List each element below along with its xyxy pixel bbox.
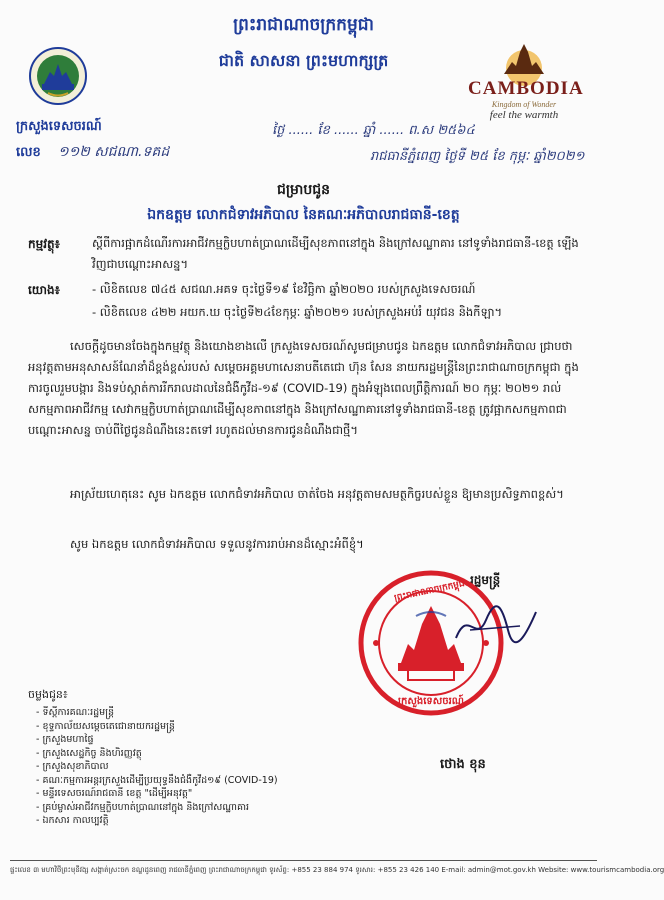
reference-label: យោង៖ bbox=[28, 283, 60, 297]
reference-number-label: លេខ bbox=[16, 145, 41, 160]
reference-number-value: ១១២ សជណា.ទគដ bbox=[58, 144, 170, 160]
letter-recipient: ឯកឧត្តម លោកជំទាវអភិបាល នៃគណៈអភិបាលរាជធានី-ខេត្ត bbox=[147, 207, 460, 223]
cc-item: - ឯកសារ កាលប្បវត្តិ bbox=[36, 814, 366, 828]
stamp-bottom-text: ក្រសួងទេសចរណ៍ bbox=[398, 696, 464, 707]
signatory-title: រដ្ឋមន្ត្រី bbox=[470, 573, 501, 587]
signatory-name: ថោង ខុន bbox=[440, 757, 486, 772]
cc-item: - មន្ទីរទេសចរណ៍រាជធានី ខេត្ត "ដើម្បីអនុវត្ត" bbox=[36, 787, 366, 801]
reference-item: - លិខិតលេខ ៧៤៥ សជណ.អគទ ចុះថ្ងៃទី១៩ ខែវិច្ឆិកា ឆ្នាំ២០២០ របស់ក្រសួងទេសចរណ៍ bbox=[92, 282, 476, 296]
cc-item: - ក្រសួងសេដ្ឋកិច្ច និងហិរញ្ញវត្ថុ bbox=[36, 747, 366, 761]
stamp-top-text: ព្រះរាជាណាចក្រកម្ពុជា bbox=[393, 578, 469, 604]
footer-divider bbox=[10, 860, 597, 861]
cc-item: - ខុទ្ទកាល័យសម្តេចតេជោនាយករដ្ឋមន្ត្រី bbox=[36, 720, 366, 734]
body-paragraph-3: សូម ឯកឧត្តម លោកជំទាវអភិបាល ទទួលនូវការរាប់អានដ៏ស្មោះអំពីខ្ញុំ។ bbox=[70, 537, 364, 551]
subject-label: កម្មវត្ថុ៖ bbox=[28, 237, 60, 251]
lunar-date: ថ្ងៃ ...... ខែ ...... ឆ្នាំ ...... ព.ស ២៥៦៤ bbox=[272, 123, 475, 138]
cc-item: - ក្រសួងមហាផ្ទៃ bbox=[36, 733, 366, 747]
ministry-name: ក្រសួងទេសចរណ៍ bbox=[16, 119, 102, 134]
brand-name: CAMBODIA bbox=[468, 78, 584, 99]
temple-sun-icon bbox=[468, 40, 580, 76]
cc-item: - ទីស្តីការគណៈរដ្ឋមន្ត្រី bbox=[36, 706, 366, 720]
national-motto: ជាតិ សាសនា ព្រះមហាក្សត្រ bbox=[218, 51, 389, 70]
cambodia-brand-logo bbox=[468, 40, 584, 130]
cc-item: - ក្រសួងសុខាភិបាល bbox=[36, 760, 366, 774]
solar-date: រាជធានីភ្នំពេញ ថ្ងៃទី ២៥ ខែ កុម្ភៈ ឆ្នាំ២០២១ bbox=[370, 149, 585, 164]
cc-title: ចម្លងជូន៖ bbox=[28, 688, 68, 701]
cc-item: - គណៈកម្មការអន្តរក្រសួងដើម្បីប្រយុទ្ធនឹងជំងឺកូវីដ១៩ (COVID-19) bbox=[36, 774, 366, 788]
cc-item: - គ្រប់ម្ចាស់អាជីវកម្មក្លិបហាត់ប្រាណនៅក្នុង និងក្រៅសណ្ឋាគារ bbox=[36, 801, 366, 815]
footer-address: ផ្ទះលេខ ៣ មហាវិថីព្រះមុនីវង្ស សង្កាត់ស្រះចក ខណ្ឌដូនពេញ រាជធានីភ្នំពេញ ព្រះរាជាណាចក្រកម្ពុជា ទូរស័ព្ទ: +855 23 884 974 ទូរសារ: +855 23 426 140 E-mail: admin@mot.gov.kh Website: www.tourismcambodia.org bbox=[10, 866, 664, 874]
handwritten-signature bbox=[450, 600, 540, 654]
cc-list bbox=[36, 706, 366, 828]
reference-item: - លិខិតលេខ ៤២២ អយក.ឃ ចុះថ្ងៃទី២៤ខែកុម្ភៈ ឆ្នាំ២០២១ របស់ក្រសួងអប់រំ យុវជន និងកីឡា។ bbox=[92, 305, 503, 319]
kingdom-heading: ព្រះរាជាណាចក្រកម្ពុជា bbox=[233, 15, 374, 35]
ministry-logo bbox=[28, 46, 88, 106]
brand-script-tagline: Kingdom of Wonder bbox=[491, 100, 557, 109]
body-paragraph-2: អាស្រ័យហេតុនេះ សូម ឯកឧត្តម លោកជំទាវអភិបាល ចាត់ចែង អនុវត្តតាមសមត្ថកិច្ចរបស់ខ្លួន ឱ្យមានប្រសិទ្ធភាពខ្ពស់។ bbox=[70, 487, 564, 501]
body-paragraph-1: សេចក្តីដូចមានចែងក្នុងកម្មវត្ថុ និងយោងខាងលើ ក្រសួងទេសចរណ៍សូមជម្រាបជូន ឯកឧត្តម លោកជំទាវអភិបាល ជ្រាបថា អនុវត្តតាមអនុសាសន៍ណែនាំដ៏ខ្ពង់ខ្ពស់របស់ សម្តេចអគ្គមហាសេនាបតីតេជោ ហ៊ុន សែន នាយករដ្ឋមន្ត្រីនៃព្រះរាជាណាចក្រកម្ពុជា ក្នុងការចូលរួមបង្ការ និងទប់ស្កាត់ការរីករាលដាលនៃជំងឺកូវីដ-១៩ (COVID-19) ក្នុងអំឡុងពេលព្រឹត្តិការណ៍ ២០ កុម្ភៈ ២០២១ រាល់សកម្មភាពអាជីវកម្ម សេវាកម្មក្លិបហាត់ប្រាណដើម្បីសុខភាពនៅក្នុង និងក្រៅសណ្ឋាគារនៅទូទាំងរាជធានី-ខេត្ត ត្រូវផ្អាកសកម្មភាពជាបណ្តោះអាសន្ន ចាប់ពីថ្ងៃជូនដំណឹងនេះតទៅ រហូតដល់មានការជូនដំណឹងជាថ្មី។ bbox=[28, 339, 579, 437]
letter-salutation: ជម្រាបជូន bbox=[276, 182, 331, 198]
brand-tagline: feel the warmth bbox=[489, 109, 559, 121]
subject-text: ស្តីពីការផ្អាកដំណើរការអាជីវកម្មក្លិបហាត់ប្រាណដើម្បីសុខភាពនៅក្នុង និងក្រៅសណ្ឋាគារ នៅទូទាំងរាជធានី-ខេត្ត ឡើងវិញជាបណ្តោះអាសន្ន។ bbox=[92, 236, 579, 271]
